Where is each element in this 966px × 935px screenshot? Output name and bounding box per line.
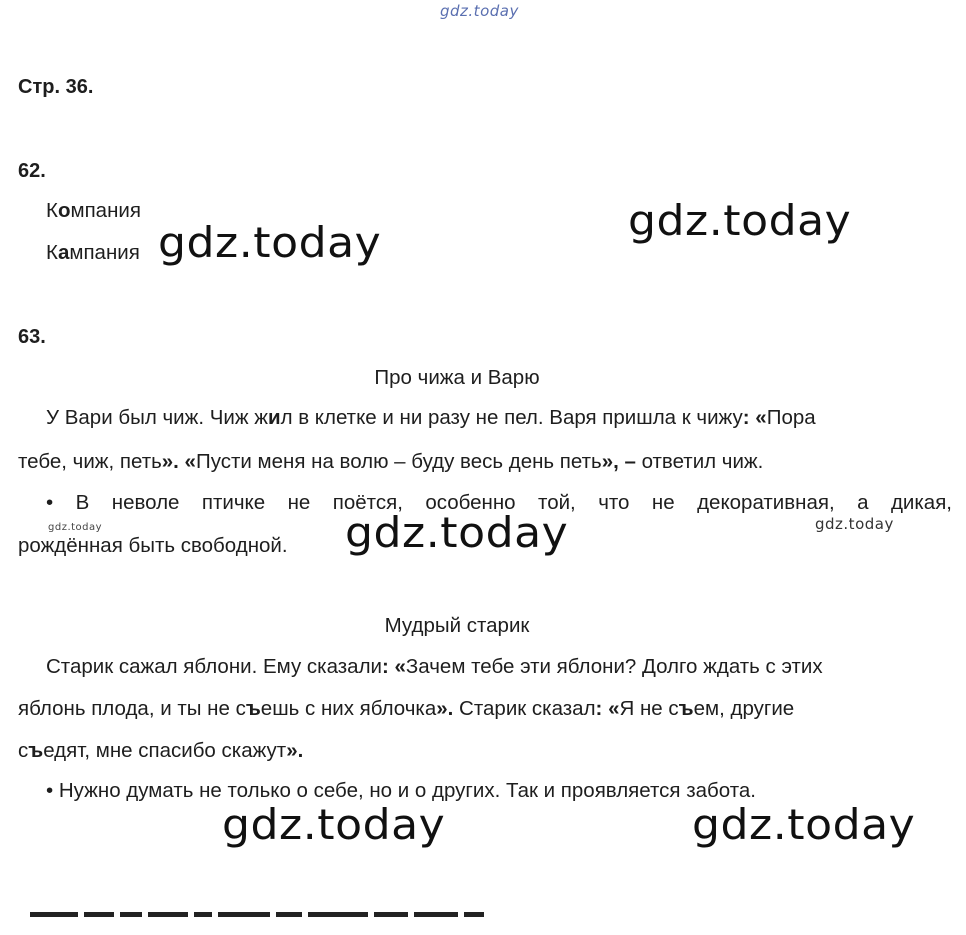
watermark-4: gdz.today — [222, 800, 446, 849]
text-span: ответил чиж. — [635, 450, 764, 473]
text-span: Я не с — [619, 697, 679, 720]
text-span: Старик сажал яблони. Ему сказали — [46, 655, 382, 678]
punctuation: : « — [595, 697, 620, 720]
stressed-letter: и — [267, 406, 281, 429]
stressed-letter: ъ — [245, 697, 261, 720]
cut-off-text-line — [30, 906, 490, 920]
watermark-2: gdz.today — [628, 196, 852, 245]
text-span: ем, другие — [693, 697, 795, 720]
watermark-1: gdz.today — [158, 218, 382, 267]
word-1-part-2: мпания — [70, 199, 141, 222]
text-span: Пусти меня на волю – буду весь день петь — [195, 450, 602, 473]
text-span: У Вари был чиж. Чиж ж — [46, 406, 268, 429]
text-span: с — [18, 739, 29, 762]
word-1-stressed-letter: о — [57, 199, 71, 222]
text-span: тебе, чиж, петь — [18, 450, 162, 473]
text-span: Старик сказал — [453, 697, 596, 720]
story-1-line-3: • В неволе птичке не поётся, особенно той, что не декоративная, а дикая, — [46, 491, 952, 514]
story-1-line-4: рождённая быть свободной. — [18, 534, 288, 557]
word-2-part-1: К — [46, 241, 58, 264]
task-63-number: 63. — [18, 326, 46, 348]
stressed-letter: ъ — [678, 697, 694, 720]
task-62-word-2 — [46, 243, 140, 264]
watermark-top: gdz.today — [440, 2, 519, 20]
task-62-word-1 — [46, 201, 141, 222]
text-span: Зачем тебе эти яблони? Долго ждать с этих — [405, 655, 823, 678]
story-1-line-2 — [18, 452, 763, 473]
story-2-line-2 — [18, 699, 794, 720]
watermark-tiny: gdz.today — [48, 522, 103, 533]
story-2-line-1 — [46, 657, 823, 678]
word-2-part-2: мпания — [69, 241, 140, 264]
text-span: едят, мне спасибо скажут — [43, 739, 287, 762]
story-1-title: Про чижа и Варю — [374, 366, 540, 389]
story-1-line-1 — [46, 408, 816, 429]
punctuation: ». — [436, 697, 454, 720]
text-span: яблонь плода, и ты не с — [18, 697, 246, 720]
text-span: л в клетке и ни разу не пел. Варя пришла к чижу — [280, 406, 743, 429]
punctuation: : « — [742, 406, 767, 429]
page-reference: Стр. 36. — [18, 76, 94, 98]
punctuation: : « — [381, 655, 406, 678]
punctuation: », – — [601, 450, 636, 473]
word-1-part-1: К — [46, 199, 58, 222]
punctuation: ». « — [161, 450, 196, 473]
watermark-3: gdz.today — [345, 508, 569, 557]
stressed-letter: ъ — [28, 739, 44, 762]
story-2-line-4: • Нужно думать не только о себе, но и о других. Так и проявляется забота. — [46, 779, 756, 802]
story-2-title: Мудрый старик — [384, 614, 530, 637]
text-span: ешь с них яблочка — [260, 697, 437, 720]
text-span: Пора — [766, 406, 816, 429]
punctuation: ». — [286, 739, 304, 762]
task-62-number: 62. — [18, 160, 46, 182]
story-2-line-3 — [18, 741, 303, 762]
watermark-5: gdz.today — [692, 800, 916, 849]
word-2-stressed-letter: а — [57, 241, 70, 264]
watermark-small: gdz.today — [815, 515, 894, 533]
